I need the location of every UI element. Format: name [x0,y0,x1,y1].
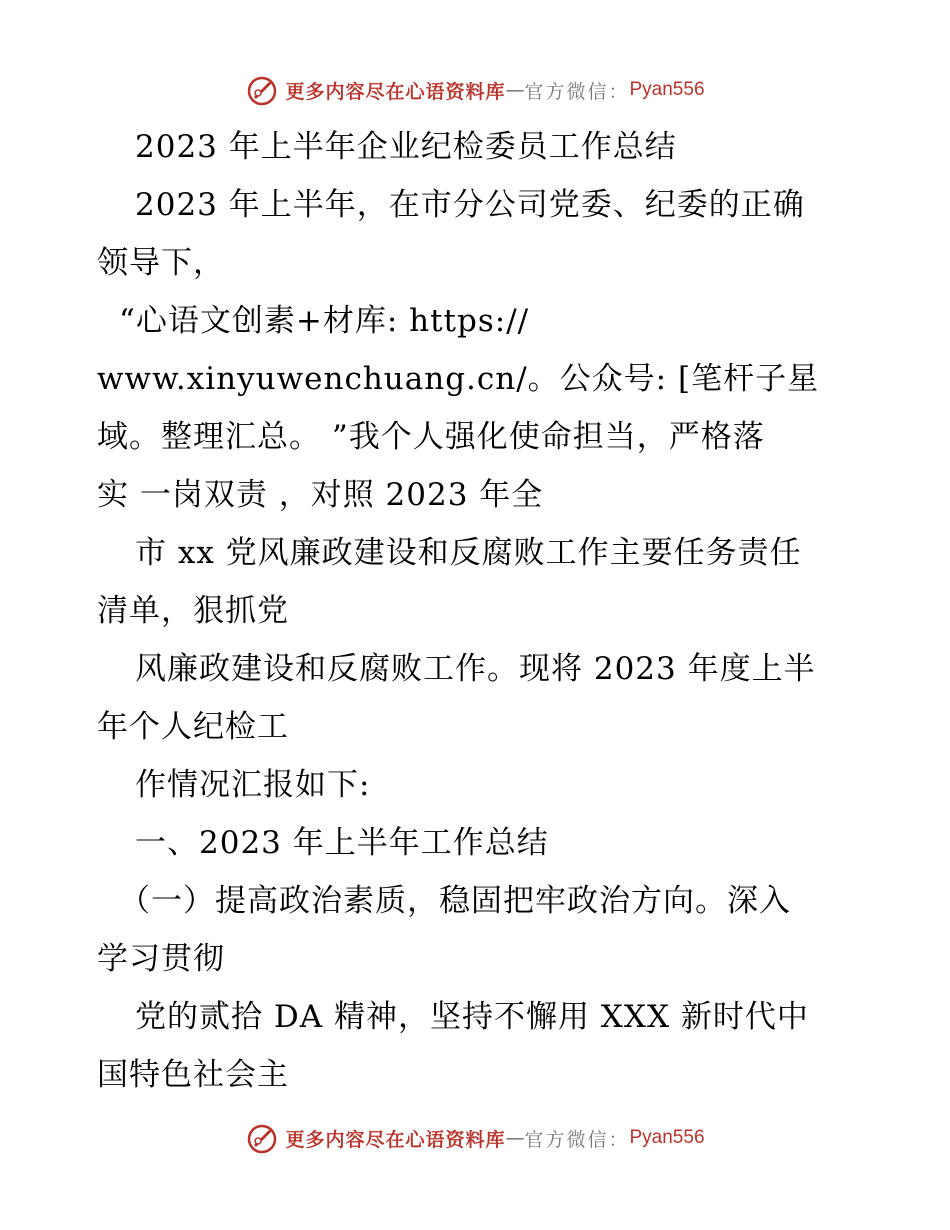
document-body [97,118,877,1104]
subsection-heading: （一）提高政治素质，稳固把牢政治方向。深入 [119,883,791,919]
paragraph-line: 2023 年上半年，在市分公司党委、纪委的正确 [135,187,805,223]
watermark-separator: — [505,1127,525,1149]
watermark-main-text: 更多内容尽在心语资料库 [285,1128,506,1151]
watermark-separator: — [505,79,525,101]
paragraph-line: 年个人纪检工 [97,709,289,745]
paragraph-line: 国特色社会主 [97,1057,289,1093]
paragraph-line: 领导下， [97,245,225,281]
watermark-main-text: 更多内容尽在心语资料库 [285,80,506,103]
watermark-wechat-id: Pyan556 [629,79,705,100]
header-watermark [0,70,950,110]
brush-logo-icon [245,1121,279,1155]
paragraph-line: “心语文创素+材库: https:// [119,303,530,339]
document-title: 2023 年上半年企业纪检委员工作总结 [135,129,677,165]
watermark-wechat-label: 官方微信： [524,80,630,103]
paragraph-line: 党的贰拾 DA 精神，坚持不懈用 XXX 新时代中 [135,999,809,1035]
section-heading: 一、2023 年上半年工作总结 [135,825,549,861]
paragraph-line: 风廉政建设和反腐败工作。现将 2023 年度上半 [135,651,816,687]
watermark-wechat-label: 官方微信： [524,1128,630,1151]
watermark-wechat-id: Pyan556 [629,1127,705,1148]
paragraph-line: 域。整理汇总。 ”我个人强化使命担当，严格落 [97,419,765,455]
paragraph-line: 实 一岗双责 ，对照 2023 年全 [97,477,544,513]
paragraph-line: 作情况汇报如下: [135,767,371,803]
footer-watermark [0,1118,950,1158]
brush-logo-icon [245,73,279,107]
paragraph-line: 清单，狠抓党 [97,593,289,629]
paragraph-line: 市 xx 党风廉政建设和反腐败工作主要任务责任 [135,535,802,571]
paragraph-line: 学习贯彻 [97,941,225,977]
paragraph-line: www.xinyuwenchuang.cn/。公众号: [笔杆子星 [97,361,820,397]
